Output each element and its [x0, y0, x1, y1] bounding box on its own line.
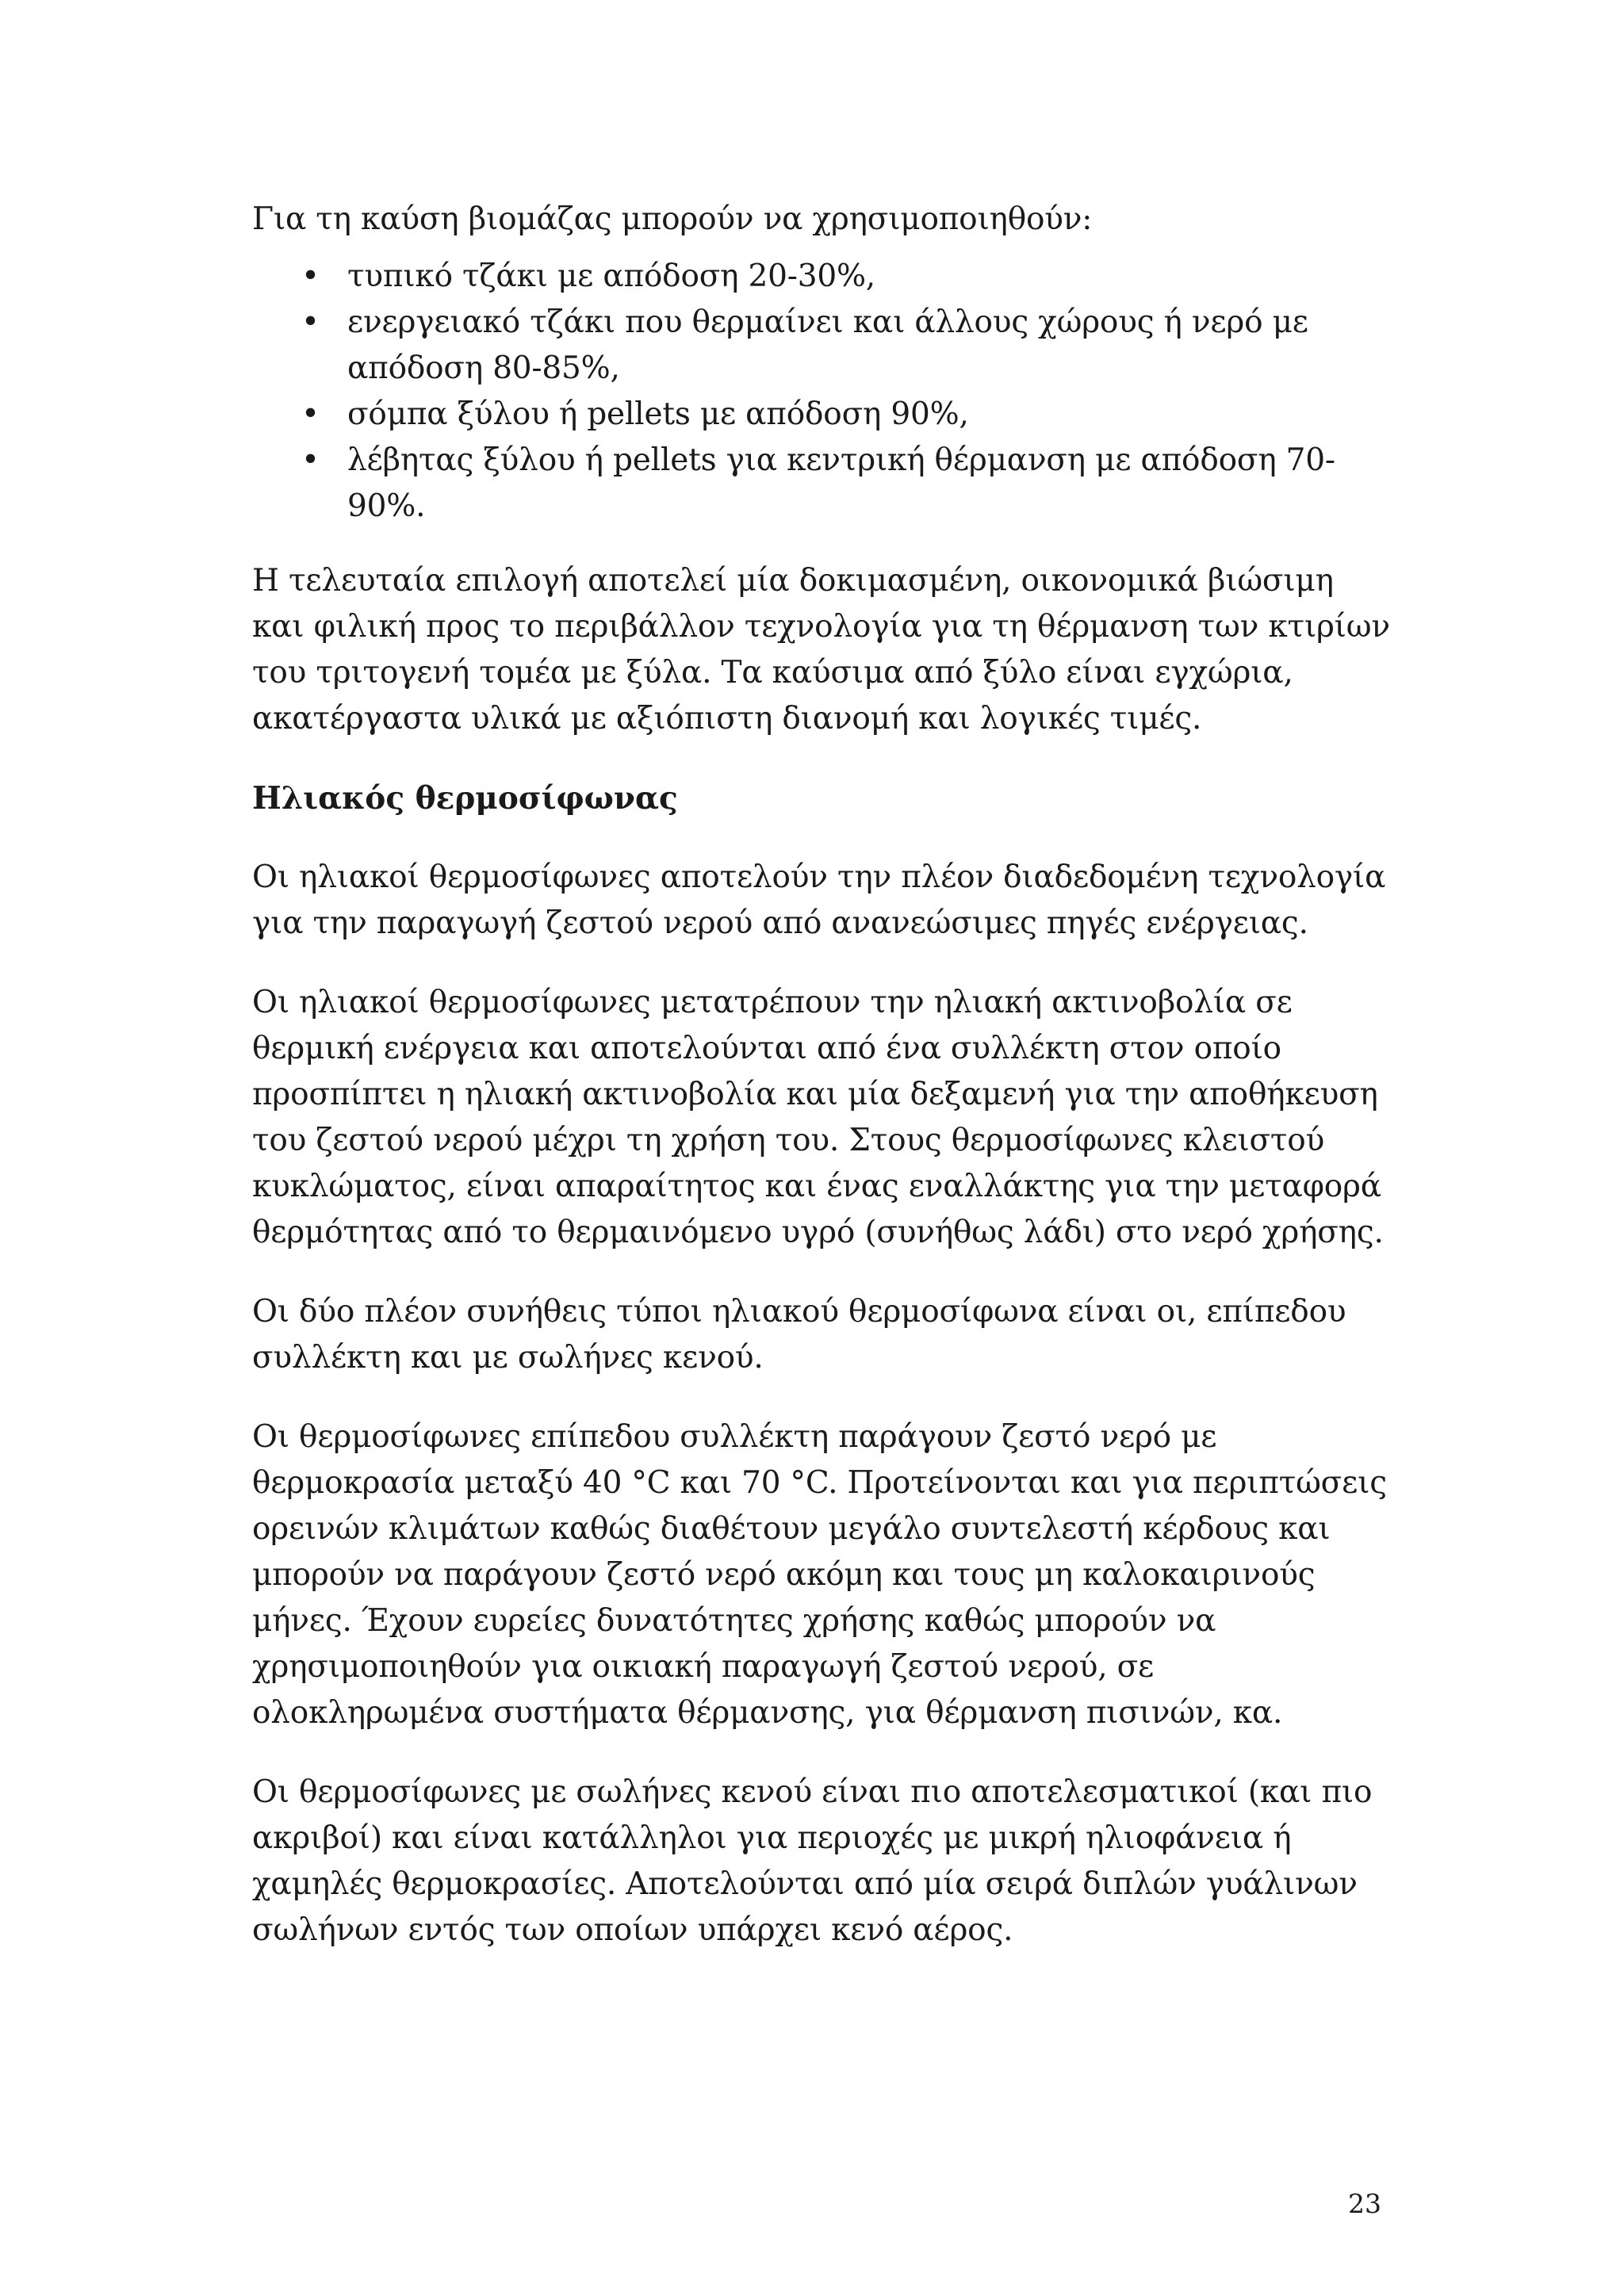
- wood-fuel-paragraph: Η τελευταία επιλογή αποτελεί μία δοκιμασμένη, οικονομικά βιώσιμη και φιλική προς το περιβάλλον τεχνολογία για τη θέρμανση των κτιρίων του τριτογενή τομέα με ξύλα. Τα καύσιμα από ξύλο είναι εγχώρια, ακατέργαστα υλικά με αξιόπιστη διανομή και λογικές τιμές.: [252, 563, 1390, 737]
- bullet-icon: •: [301, 442, 320, 478]
- body-paragraph: Οι ηλιακοί θερμοσίφωνες μετατρέπουν την ηλιακή ακτινοβολία σε θερμική ενέργεια και αποτελούνται από ένα συλλέκτη στον οποίο προσπίπτει η ηλιακή ακτινοβολία και μία δεξαμενή για την αποθήκευση του ζεστού νερού μέχρι τη χρήση του. Στους θερμοσίφωνες κλειστού κυκλώματος, είναι απαραίτητος και ένας εναλλάκτης για την μεταφορά θερμότητας από το θερμαινόμενο υγρό (συνήθως λάδι) στο νερό χρήσης.: [252, 985, 1384, 1250]
- body-paragraph: Οι θερμοσίφωνες με σωλήνες κενού είναι πιο αποτελεσματικοί (και πιο ακριβοί) και είναι κατάλληλοι για περιοχές με μικρή ηλιοφάνεια ή χαμηλές θερμοκρασίες. Αποτελούνται από μία σειρά διπλών γυάλινων σωλήνων εντός των οποίων υπάρχει κενό αέρος.: [252, 1774, 1373, 1948]
- document-page: [252, 197, 1394, 1954]
- bullet-icon: •: [301, 258, 320, 294]
- list-item-text: ενεργειακό τζάκι που θερμαίνει και άλλους χώρους ή νερό με απόδοση 80-85%,: [347, 304, 1308, 386]
- list-item-text: τυπικό τζάκι με απόδοση 20-30%,: [347, 258, 875, 294]
- list-item: [252, 254, 1394, 300]
- list-item: [252, 300, 1394, 392]
- list-item: [252, 438, 1394, 530]
- list-item-text: λέβητας ξύλου ή pellets για κεντρική θέρμανση με απόδοση 70-90%.: [347, 442, 1335, 524]
- list-item-text: σόμπα ξύλου ή pellets με απόδοση 90%,: [347, 396, 969, 432]
- bullet-icon: •: [301, 396, 320, 432]
- body-paragraph: Οι ηλιακοί θερμοσίφωνες αποτελούν την πλέον διαδεδομένη τεχνολογία για την παραγωγή ζεστού νερού από ανανεώσιμες πηγές ενέργειας.: [252, 859, 1386, 941]
- body-paragraph: Οι δύο πλέον συνήθεις τύποι ηλιακού θερμοσίφωνα είναι οι, επίπεδου συλλέκτη και με σωλήνες κενού.: [252, 1294, 1346, 1376]
- body-paragraph: Οι θερμοσίφωνες επίπεδου συλλέκτη παράγουν ζεστό νερό με θερμοκρασία μεταξύ 40 °C και 70 °C. Προτείνονται και για περιπτώσεις ορεινών κλιμάτων καθώς διαθέτουν μεγάλο συντελεστή κέρδους και μπορούν να παράγουν ζεστό νερό ακόμη και τους μη καλοκαιρινούς μήνες. Έχουν ευρείες δυνατότητες χρήσης καθώς μπορούν να χρησιμοποιηθούν για οικιακή παραγωγή ζεστού νερού, σε ολοκληρωμένα συστήματα θέρμανσης, για θέρμανση πισινών, κα.: [252, 1419, 1387, 1731]
- bullet-icon: •: [301, 304, 320, 340]
- page-number: 23: [1348, 2188, 1381, 2219]
- list-item: [252, 392, 1394, 438]
- biomass-options-list: [252, 254, 1394, 530]
- section-heading: Ηλιακός θερμοσίφωνας: [252, 780, 678, 817]
- intro-paragraph: Για τη καύση βιομάζας μπορούν να χρησιμοποιηθούν:: [252, 201, 1093, 237]
